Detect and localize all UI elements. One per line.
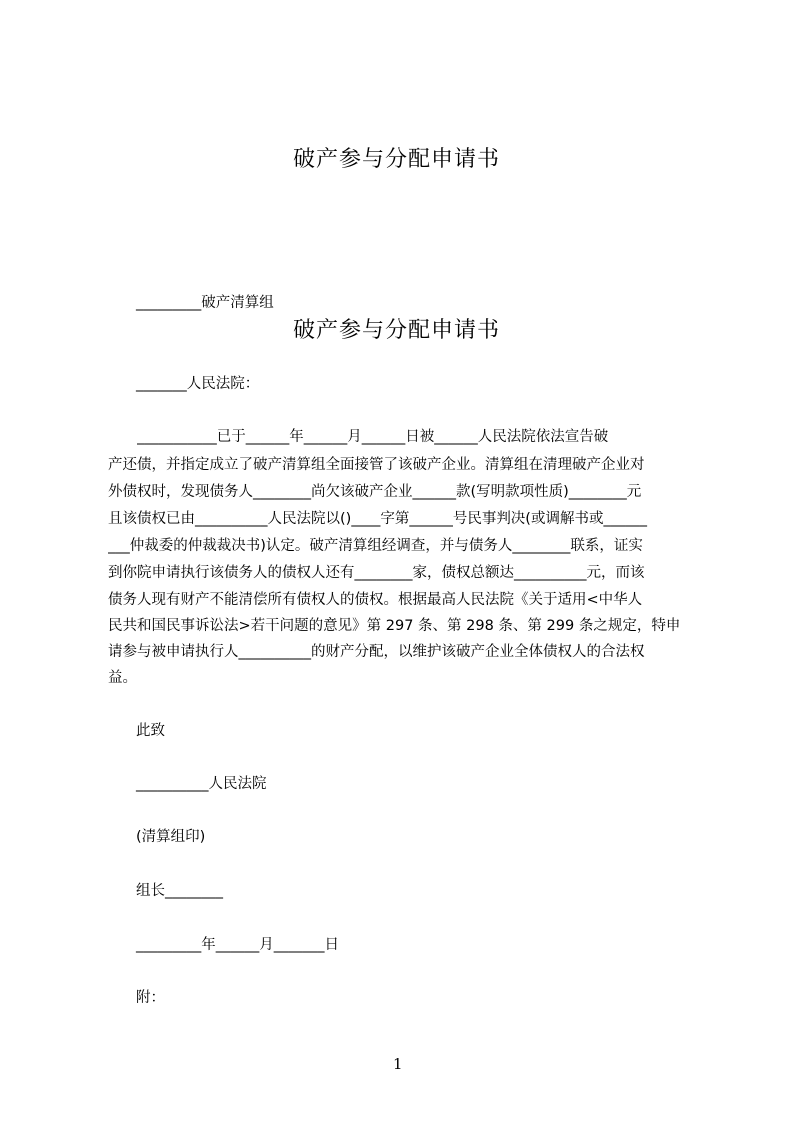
body-line: 益。 [108, 670, 137, 686]
document-title-top: 破产参与分配申请书 [293, 147, 501, 172]
issuer-line: _________破产清算组 [136, 295, 274, 311]
court-line: __________人民法院 [136, 776, 267, 792]
date-line: _________年______月_______日 [136, 937, 339, 953]
seal-line: (清算组印) [136, 829, 206, 845]
body-line: ___仲裁委的仲裁裁决书)认定。破产清算组经调查，并与债务人________联系，证实 [108, 538, 643, 554]
body-line: 民共和国民事诉讼法>若干问题的意见》第 297 条、第 298 条、第 299 条之规定，特申 [108, 618, 681, 634]
addressee-line: _______人民法院： [136, 376, 260, 392]
document-title-main: 破产参与分配申请书 [293, 318, 501, 343]
body-line: 债务人现有财产不能清偿所有债权人的债权。根据最高人民法院《关于适用<中华人 [108, 592, 643, 608]
leader-line: 组长________ [136, 883, 223, 899]
body-line: 且该债权已由__________人民法院以()____字第______号民事判决(或调解书或______ [108, 511, 647, 527]
page-number: 1 [393, 1055, 403, 1073]
body-line: 到你院申请执行该债务人的债权人还有________家，债权总额达__________元，而该 [108, 565, 645, 581]
body-line: 请参与被申请执行人__________的财产分配，以维护该破产企业全体债权人的合法权 [108, 644, 645, 660]
body-line: 产还债，并指定成立了破产清算组全面接管了该破产企业。清算组在清理破产企业对 [108, 457, 645, 473]
body-line: ___________已于______年______月______日被______人民法院依法宣告破 [137, 429, 609, 445]
body-line: 外债权时，发现债务人________尚欠该破产企业______款(写明款项性质)________元 [108, 484, 642, 500]
closing-salutation: 此致 [136, 723, 165, 739]
attachment-label: 附： [136, 990, 165, 1006]
